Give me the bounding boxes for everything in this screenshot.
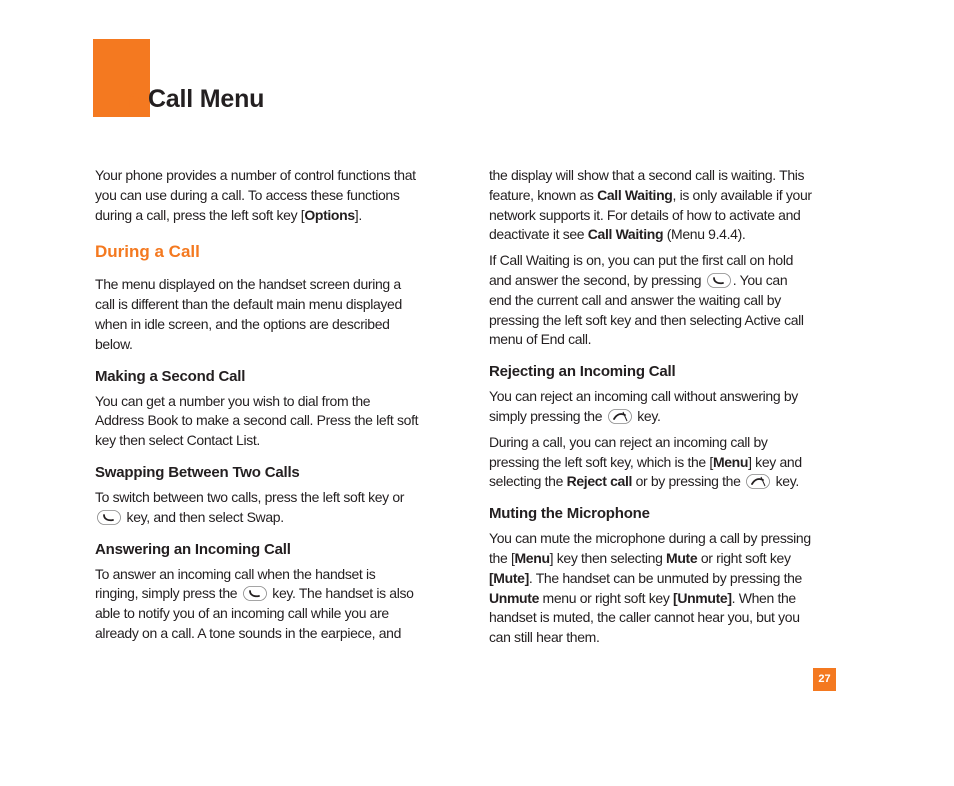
making-second-call-paragraph: You can get a number you wish to dial from the Address Book to make a second call. Press the left soft key then select Contact List.: [95, 392, 419, 449]
rejecting-call-paragraph-1: You can reject an incoming call without answering by simply pressing the key.: [489, 388, 798, 424]
page-title: In-Call Menu: [118, 85, 265, 113]
swapping-calls-paragraph: To switch between two calls, press the left soft key or key, and then select Swap.: [95, 488, 405, 525]
heading-rejecting-call: Rejecting an Incoming Call: [489, 363, 676, 381]
left-column: [95, 166, 451, 650]
page-number: 27: [813, 668, 836, 691]
end-key-icon: [746, 474, 770, 489]
end-key-icon: [608, 409, 632, 424]
section-intro-paragraph: The menu displayed on the handset screen during a call is different than the default main menu displayed when in idle screen, and the options are described below.: [95, 276, 402, 352]
call-waiting-paragraph: the display will show that a second call is waiting. This feature, known as Call Waiting, is only available if your network supports it. For details of how to activate and deactivate it see Call Waiting (Menu 9.4.4).: [489, 167, 812, 243]
send-key-icon: [707, 273, 731, 288]
answering-call-paragraph: To answer an incoming call when the handset is ringing, simply press the key. The handset is also able to notify you of an incoming call while you are already on a call. A tone sounds in the earpiece, and: [95, 565, 414, 641]
section-title-during-a-call: During a Call: [95, 242, 200, 262]
muting-paragraph: You can mute the microphone during a call by pressing the [Menu] key then selecting Mute or right soft key [Mute]. The handset can be unmuted by pressing the Unmute menu or right soft key [Unmute]. When the handset is muted, the caller cannot hear you, but you can still hear them.: [489, 530, 811, 646]
right-column: [489, 166, 845, 654]
rejecting-call-paragraph-2: During a call, you can reject an incoming call by pressing the left soft key, which is the [Menu] key and selecting the Reject call or by pressing the key.: [489, 433, 802, 490]
intro-paragraph: Your phone provides a number of control functions that you can use during a call. To access these functions during a call, press the left soft key [Options].: [95, 167, 416, 223]
heading-swapping-calls: Swapping Between Two Calls: [95, 463, 300, 481]
hold-paragraph: If Call Waiting is on, you can put the first call on hold and answer the second, by pressing . You can end the current call and answer the waiting call by pressing the left soft key and then selecting Active call menu of End call.: [489, 252, 804, 348]
send-key-icon: [97, 510, 121, 525]
send-key-icon: [243, 586, 267, 601]
heading-answering-call: Answering an Incoming Call: [95, 540, 291, 558]
heading-muting-microphone: Muting the Microphone: [489, 505, 650, 523]
heading-making-second-call: Making a Second Call: [95, 367, 246, 385]
